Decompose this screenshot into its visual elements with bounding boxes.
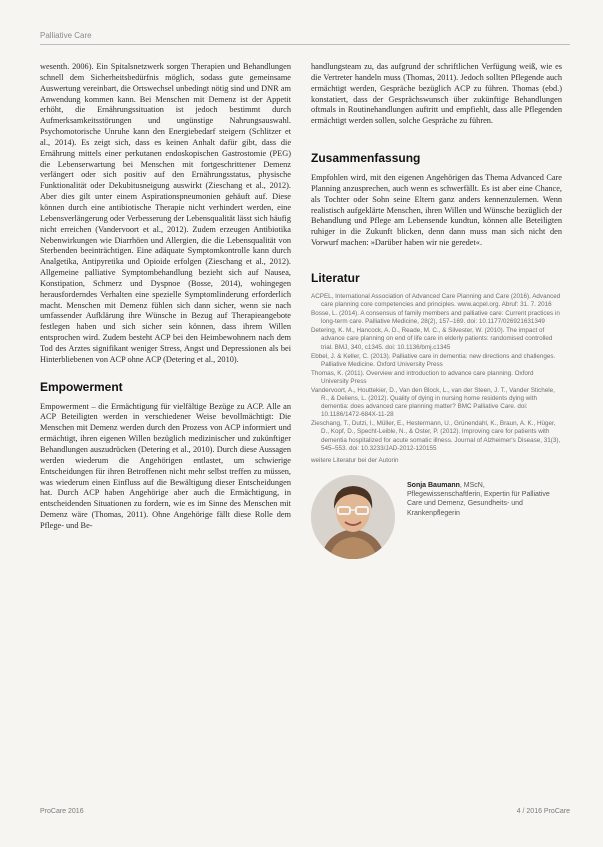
reference-item: ACPEL, International Association of Advanced Care Planning and Care (2016). Advanced care planning core competencies and principles. www.acpel.org. Abruf: 31. 7. 2016 xyxy=(311,292,561,309)
author-box xyxy=(311,475,562,575)
reference-item: Detering, K. M., Hancock, A. D., Reade, M. C., & Silvester, W. (2010). The impact of advance care planning on end of life care in elderly patients: randomised controlled trial. BMJ, 340, c1345. doi: 10.1136/bmj.c1345 xyxy=(311,327,553,351)
left-paragraph-2: Empowerment – die Ermächtigung für vielfältige Bezüge zu ACP. Alle an ACP Beteiligten werden in verschiedener Weise bevollmächtigt: Die Menschen mit Demenz werden durch den Prozess von ACP informiert und ermächtigt, ihren eigenen Willen bezüglich medizinischer und zukünftiger Behandlungen auszudrücken (Detering et al., 2010). Durch diese Aussagen werden wiederum die Angehörigen entlastet, um schwierige Entscheidungen für ihren Betroffenen nicht mehr selbst treffen zu müssen, was wiederum einen Einfluss auf die Bewältigung dieser Entscheidungen hat. Durch ACP haben Angehörige aber auch die Ermächtigung, in entscheidenden Situationen zu fordern, wie es im Sinne des Menschen mit Demenz wäre (Thomas, 2011). Ohne Angehörige fällt diese Rolle dem Pflege- und Be- xyxy=(40,401,291,530)
reference-item: Zieschang, T., Dutzi, I., Müller, E., Hestermann, U., Grünendahl, K., Braun, A. K., Hüger, D., Kopf, D., Specht-Leible, N., & Oster, P. (2012). Improving care for patients with dementia hospitalized for acute somatic illness. Journal of Alzheimer's Disease, 31(3), 545–553. doi: 10.3233/JAD-2012-120155 xyxy=(311,420,561,452)
reference-list xyxy=(311,293,562,465)
author-photo xyxy=(311,475,395,559)
right-column xyxy=(311,62,562,575)
author-description: , MScN, Pflegewissenschaftlerin, Expertin für Palliative Care und Demenz, Gesundheits- und Krankenpflegerin xyxy=(407,481,550,517)
reference-item: Thomas, K. (2011). Overview and introduction to advance care planning. Oxford University Press xyxy=(311,369,534,385)
heading-empowerment: Empowerment xyxy=(40,379,123,394)
author-bio xyxy=(407,481,557,518)
footer-right: 4 / 2016 ProCare xyxy=(516,808,570,815)
author-name: Sonja Baumann xyxy=(407,481,460,489)
right-paragraph-1: handlungsteam zu, das aufgrund der schriftlichen Verfügung weiß, wie es die Vertreter handeln muss (Thomas, 2011). Jedoch sollten Pflegende auch ermächtigt werden, Gespräche bezüglich ACP zu führen. Thomas (ebd.) konstatiert, dass der Gesprächswunsch über zukünftige Behandlungen oftmals in Routinehandlungen auftritt und empfiehlt, dass alle Pflegenden ermächtigt werden sollen, solche Gespräche zu führen. xyxy=(311,62,562,126)
page-footer xyxy=(40,808,570,815)
reference-item: Vandervoort, A., Houttekier, D., Van den Block, L., van der Steen, J. T., Vander Stichele, R., & Deliens, L. (2012). Quality of dying in nursing home residents dying with dementia: does advanced care planning matter? BMC Palliative Care. doi: 10.1186/1472-684X-11-28 xyxy=(311,387,555,419)
header-section-label: Palliative Care xyxy=(40,31,92,40)
left-paragraph-1: wesenth. 2006). Ein Spitalsnetzwerk sorgen Therapien und Behandlungen schnell dem Sicherheitsbedürfnis möglich, sodass gute gemeinsame Auswertung vereinbart, die Ortswechsel unbedingt nötig sind und DNR am Anwendung kommen kann. Bei Menschen mit Demenz ist der Appetit erhöht, die Ernährungssituation ist jedoch bestimmt durch Aufmerksamkeitsstörungen und ungünstige Nahrungsauswahl. Psychomotorische Unruhe kann den Energiebedarf steigern (Schlitzer et al., 2014). Es zeigt sich, dass es keinen Anhalt dafür gibt, dass die Ernährung mittels einer perkutanen endoskopischen Gastrostomie (PEG) die Lebenserwartung bei Menschen mit fortgeschrittener Demenz verlängert oder sich positiv auf den Ernährungsstatus, physische Funktionalität oder Dekubitusneigung auswirkt (Zieschang et al., 2012). Aber dies gilt unter einem Aspirationspneumonien gehäuft auf. Diese können durch eine antibiotische Therapie nicht verhindert werden, eine Lebensverlängerung oder Verbesserung der Lebensqualität lässt sich häufig nicht erreichen (Vandervoort et al., 2012). Zudem erzeugen Antibiotika Nebenwirkungen wie Diarrhöen und Allergien, die die Lebensqualität von Sterbenden beeinträchtigen. Eine adäquate Symptomkontrolle kann durch Analgetika, Antipyretika und Opioide erfolgen (Zieschang et al., 2012). Allgemeine palliative Symptombehandlung bezieht sich auf Nausea, Konstipation, Schmerz und Dyspnoe (Bosse, 2014), wohingegen herausforderndes Verhalten eine spezielle Symptomlinderung erforderlich macht. Menschen mit Demenz fühlen sich dann sicher, wenn sie nach umfassender Aufklärung ihre Wünsche in Bezug auf Therapieangebote festlegen haben und sich sicher sein können, dass ihrem Willen entsprochen wird. Zudem besteht ACP bei den Heimbewohnern nach dem Tod des Arztes signifikant weniger Stress, Angst und Depressionen als bei Hinterbliebenen von ACP ohne ACP (Detering et al., 2010). xyxy=(40,62,291,364)
reference-item: Bosse, L. (2014). A consensus of family members and palliative care: Current practices in long-term care. Palliative Medicine, 28(2), 157–169. doi: 10.1177/026921631349 xyxy=(311,310,560,326)
heading-summary: Zusammenfassung xyxy=(311,151,421,166)
literature-note: weitere Literatur bei der Autorin xyxy=(311,456,399,464)
footer-left: ProCare 2016 xyxy=(40,808,84,815)
running-header xyxy=(40,30,570,45)
right-paragraph-2: Empfohlen wird, mit den eigenen Angehörigen das Thema Advanced Care Planning anzusprechen, auch wenn es schwerfällt. Es ist aber eine Chance, als Tochter oder Sohn seine Eltern ganz anders kennenzulernen. Wenn realistisch aufgeklärte Menschen, ihren Willen und Wünsche bezüglich der Behandlung und Pflege am Lebensende kundtun, können alle Beteiligten ruhiger in die Zukunft blicken, denn dann muss man sich nicht den Vorwurf machen: »Darüber haben wir nie geredet«. xyxy=(311,173,562,248)
left-column xyxy=(40,62,291,532)
reference-item: Ebbel, J. & Keller, C. (2013). Palliative care in dementia: new directions and challenges. Palliative Medicine. Oxford University Press xyxy=(311,352,556,368)
heading-literature: Literatur xyxy=(311,270,360,285)
